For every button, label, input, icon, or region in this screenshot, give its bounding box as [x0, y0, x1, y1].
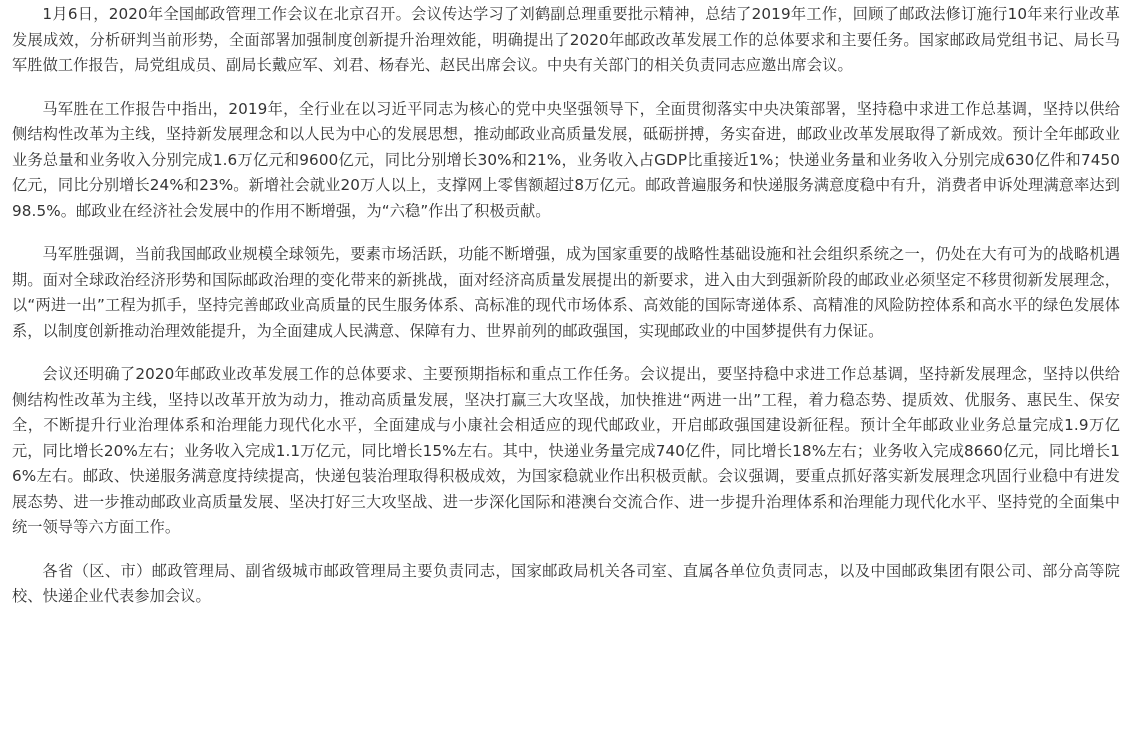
paragraph-strategic-outlook: 马军胜强调，当前我国邮政业规模全球领先，要素市场活跃，功能不断增强，成为国家重要的战略性基础设施和社会组织系统之一，仍处在大有可为的战略机遇期。面对全球政治经济形势和国际邮政治理的变化带来的新挑战，面对经济高质量发展提出的新要求，进入由大到强新阶段的邮政业必须坚定不移贯彻新发展理念，以“两进一出”工程为抓手，坚持完善邮政业高质量的民生服务体系、高标准的现代市场体系、高效能的国际寄递体系、高精准的风险防控体系和高水平的绿色发展体系，以制度创新推动治理效能提升，为全面建成人民满意、保障有力、世界前列的邮政强国，实现邮政业的中国梦提供有力保证。 — [12, 245, 1120, 340]
paragraph-meeting-intro: 1月6日，2020年全国邮政管理工作会议在北京召开。会议传达学习了刘鹤副总理重要批示精神，总结了2019年工作，回顾了邮政法修订施行10年来行业改革发展成效，分析研判当前形势，全面部署加强制度创新提升治理效能，明确提出了2020年邮政改革发展工作的总体要求和主要任务。国家邮政局党组书记、局长马军胜做工作报告，局党组成员、副局长戴应军、刘君、杨春光、赵民出席会议。中央有关部门的相关负责同志应邀出席会议。 — [12, 5, 1120, 74]
paragraph-2020-tasks: 会议还明确了2020年邮政业改革发展工作的总体要求、主要预期指标和重点工作任务。会议提出，要坚持稳中求进工作总基调，坚持新发展理念，坚持以供给侧结构性改革为主线，坚持以改革开放为动力，推动高质量发展，坚决打赢三大攻坚战，加快推进“两进一出”工程，着力稳态势、提质效、优服务、惠民生、保安全，不断提升行业治理体系和治理能力现代化水平，全面建成与小康社会相适应的现代邮政业，开启邮政强国建设新征程。预计全年邮政业业务总量完成1.9万亿元，同比增长20%左右；业务收入完成1.1万亿元，同比增长15%左右。其中，快递业务量完成740亿件，同比增长18%左右；业务收入完成8660亿元，同比增长16%左右。邮政、快递服务满意度持续提高，快递包装治理取得积极成效，为国家稳就业作出积极贡献。会议强调，要重点抓好落实新发展理念巩固行业稳中有进发展态势、进一步推动邮政业高质量发展、坚决打好三大攻坚战、进一步深化国际和港澳台交流合作、进一步提升治理体系和治理能力现代化水平、坚持党的全面集中统一领导等六方面工作。 — [12, 365, 1120, 536]
paragraph-2019-results: 马军胜在工作报告中指出，2019年，全行业在以习近平同志为核心的党中央坚强领导下，全面贯彻落实中央决策部署，坚持稳中求进工作总基调，坚持以供给侧结构性改革为主线，坚持新发展理念和以人民为中心的发展思想，推动邮政业高质量发展，砥砺拼搏，务实奋进，邮政业改革发展取得了新成效。预计全年邮政业业务总量和业务收入分别完成1.6万亿元和9600亿元，同比分别增长30%和21%，业务收入占GDP比重接近1%；快递业务量和业务收入分别完成630亿件和7450亿元，同比分别增长24%和23%。新增社会就业20万人以上，支撑网上零售额超过8万亿元。邮政普遍服务和快递服务满意度稳中有升，消费者申诉处理满意率达到98.5%。邮政业在经济社会发展中的作用不断增强，为“六稳”作出了积极贡献。 — [12, 99, 1120, 220]
paragraph-attendees: 各省（区、市）邮政管理局、副省级城市邮政管理局主要负责同志，国家邮政局机关各司室、直属各单位负责同志，以及中国邮政集团有限公司、部分高等院校、快递企业代表参加会议。 — [12, 561, 1120, 605]
